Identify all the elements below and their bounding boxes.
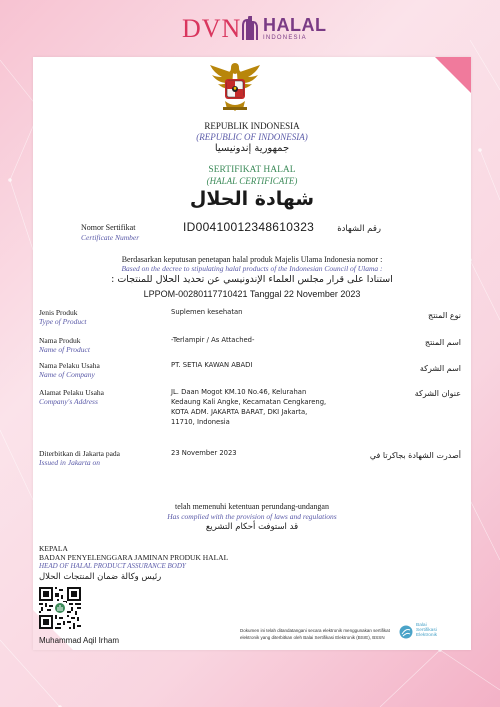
field-label-en: Type of Product	[39, 317, 87, 326]
decree-number: LPPOM-00280117710421 Tanggal 22 November 2023	[143, 289, 361, 299]
halal-logo-wordmark: HALAL	[263, 15, 327, 35]
compliance-text-ar: قد استوفت أحكام التشريع	[205, 522, 299, 532]
certificate-title-en: (HALAL CERTIFICATE)	[206, 176, 298, 186]
field-label-en: Name of Company	[39, 370, 95, 379]
field-label-en: Company's Address	[39, 397, 98, 406]
bsre-logo-text-2: Sertifikasi	[416, 628, 437, 633]
certificate-page	[33, 57, 471, 650]
basis-text-en: Based on the decree to stipulating halal products of the Indonesian Council of Ulama :	[121, 264, 383, 273]
signatory-agency: BADAN PENYELENGGARA JAMINAN PRODUK HALAL	[39, 553, 229, 562]
field-value: -Terlampir / As Attached-	[171, 336, 255, 344]
qr-halal-logo-icon	[54, 602, 66, 614]
compliance-text: telah memenuhi ketentuan perundang-undangan	[175, 502, 329, 511]
signatory-agency-en: HEAD OF HALAL PRODUCT ASSURANCE BODY	[39, 562, 186, 570]
basis-text: Berdasarkan keputusan penetapan halal produk Majelis Ulama Indonesia nomor :	[121, 255, 383, 264]
dvn-logo: DVN	[182, 14, 242, 43]
certificate-title: SERTIFIKAT HALAL	[208, 165, 296, 175]
certificate-number-value: ID00410012348610323	[183, 220, 315, 234]
issued-date: 23 November 2023	[171, 449, 237, 457]
issued-label: Diterbitkan di Jakarta pada	[39, 449, 121, 458]
halal-indonesia-logo-icon	[240, 16, 260, 42]
field-label: Alamat Pelaku Usaha	[39, 388, 104, 397]
republic-title-ar: جمهورية إندونيسيا	[214, 143, 290, 154]
field-label: Nama Produk	[39, 336, 81, 345]
basis-text-ar: استنادا على قرار مجلس العلماء الإندونيسي عن تحديد الحلال للمنتجات :	[111, 274, 393, 285]
compliance-text-en: Has complied with the provision of laws and regulations	[167, 512, 337, 521]
republic-title: REPUBLIK INDONESIA	[204, 121, 300, 131]
issued-label-en: Issued in Jakarta on	[39, 458, 101, 467]
field-value: Suplemen kesehatan	[171, 308, 243, 316]
signatory-name: Muhammad Aqil Irham	[39, 636, 120, 645]
field-label-ar: اسم المنتج	[424, 338, 461, 347]
corner-ribbon-decoration	[431, 57, 471, 97]
certificate-title-ar: شهادة الحلال	[189, 188, 315, 210]
field-value: PT. SETIA KAWAN ABADI	[171, 361, 253, 369]
field-label-en: Name of Product	[39, 345, 90, 354]
signatory-title: KEPALA	[39, 544, 68, 553]
esign-note-line-1: Dokumen ini telah ditandatangani secara elektronik menggunakan sertifikat	[240, 628, 390, 633]
signatory-agency-ar: رئيس وكالة ضمان المنتجات الحلال	[39, 572, 162, 582]
certificate-number-label-en: Certificate Number	[81, 233, 140, 242]
field-label-ar: اسم الشركة	[419, 364, 461, 373]
field-label: Nama Pelaku Usaha	[39, 361, 100, 370]
certificate-number-label-ar: رقم الشهادة	[337, 224, 381, 234]
brand-logos	[0, 14, 500, 44]
esign-note-line-2: elektronik yang diterbitkan oleh Balai Sertifikasi Elektronik (BSrE), BSSN	[240, 635, 385, 640]
field-label-ar: عنوان الشركة	[414, 389, 461, 398]
bsre-logo-icon	[399, 625, 413, 639]
halal-logo-subtitle: INDONESIA	[263, 35, 307, 41]
garuda-emblem-icon	[207, 57, 263, 115]
field-value: JL. Daan Mogot KM.10 No.46, Kelurahan Kedaung Kali Angke, Kecamatan Cengkareng, KOTA ADM. JAKARTA BARAT, DKI Jakarta, 11710, Indonesia	[171, 388, 327, 426]
issued-label-ar: أصدرت الشهادة بجاكرتا في	[369, 451, 461, 460]
field-label-ar: نوع المنتج	[428, 311, 461, 320]
bsre-logo-text-1: Balai	[416, 623, 427, 628]
republic-title-en: (REPUBLIC OF INDONESIA)	[196, 132, 308, 142]
certificate-number-label: Nomor Sertifikat	[81, 223, 136, 232]
field-label: Jenis Produk	[39, 308, 78, 317]
bsre-logo-text-3: Elektronik	[416, 633, 438, 638]
